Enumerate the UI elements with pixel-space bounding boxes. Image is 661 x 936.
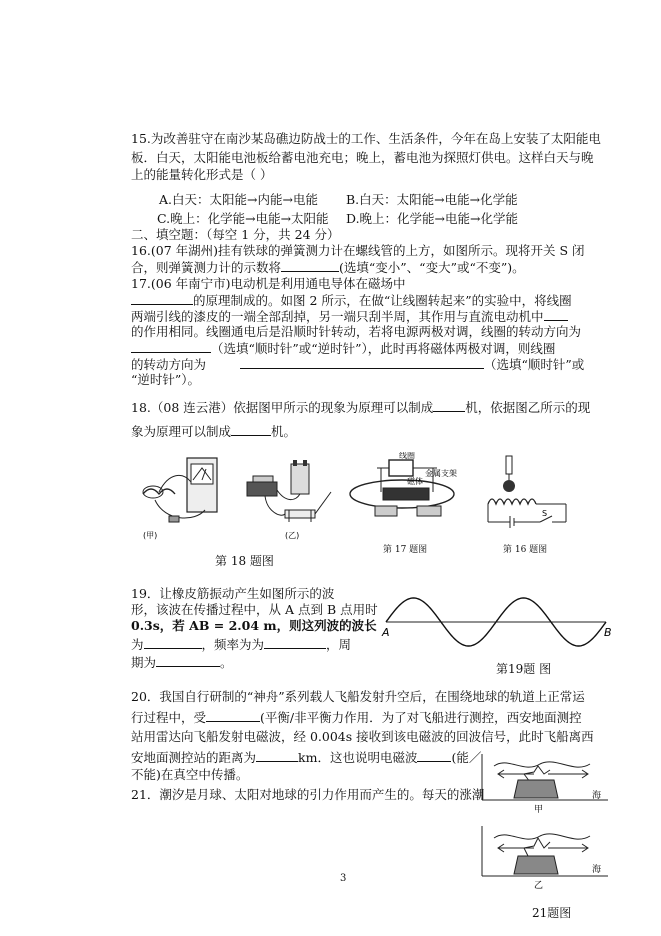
fig17-label-magnet: 磁体 xyxy=(407,477,423,486)
q20-line5: 不能)在真空中传播。 xyxy=(131,767,249,782)
q16-text-a: 合，则弹簧测力计的示数将 xyxy=(131,260,282,275)
q20-text-4c: (能／ xyxy=(451,750,482,765)
q17-text-2: 的原理制成的。如图 2 所示，在做“让线圈转起来”的实验中，将线圈 xyxy=(193,293,572,308)
q19-blank-wavelength[interactable] xyxy=(144,636,202,649)
fig18-apparatus xyxy=(135,452,340,544)
q17-blank-2[interactable] xyxy=(544,308,568,321)
q18-text-2b: 机。 xyxy=(271,424,297,439)
q18-text-2a: 象为原理可以制成 xyxy=(131,424,232,439)
q15-line3: 上的能量转化形式是（ ） xyxy=(131,167,273,182)
q18-line1 xyxy=(131,399,590,416)
fig21-sea-label-2: 海 xyxy=(592,865,602,875)
fig18-caption: 第 18 题图 xyxy=(215,554,274,568)
q15-option-b: B.白天：太阳能→电能→化学能 xyxy=(346,192,518,207)
section-heading: 二、填空题：（每空 1 分，共 24 分） xyxy=(131,227,340,242)
q17-line2 xyxy=(131,292,572,309)
q20-text-2a: 行过程中，受 xyxy=(131,710,207,725)
q19-line4 xyxy=(131,636,351,653)
fig21-sea-label-1: 海 xyxy=(592,791,602,801)
fig19-wave xyxy=(378,592,623,652)
q19-text-4b: ，频率为为 xyxy=(201,637,265,652)
wave-point-b: B xyxy=(604,626,612,639)
fig17-motor xyxy=(347,452,463,524)
fig18-label-jia: (甲) xyxy=(143,531,158,540)
q19-text-5b: 。 xyxy=(220,655,233,670)
q19-line3: 0.3s，若 AB = 2.04 m，则这列波的波长 xyxy=(131,618,377,633)
q20-blank-vacuum[interactable] xyxy=(417,749,451,762)
q17-text-3: 两端引线的漆皮的一端全部刮掉，另一端只刮半周，其作用与直流电动机中 xyxy=(131,309,544,324)
q16-line1: 16.(07 年湖州)挂有铁球的弹簧测力计在螺线管的上方，如图所示。现将开关 S 闭 xyxy=(131,243,585,258)
q19-text-4a: 为 xyxy=(131,637,144,652)
q20-line1: 20．我国自行研制的“神舟”系列载人飞船发射升空后，在围绕地球的轨道上正常运 xyxy=(131,689,585,704)
q20-line2 xyxy=(131,709,582,726)
fig21-caption: 21题图 xyxy=(532,906,572,920)
q20-text-2b: (平衡/非平衡力作用．为了对飞船进行测控，西安地面测控 xyxy=(260,710,582,725)
fig21-tide-jia xyxy=(478,752,618,814)
q17-blank-1[interactable] xyxy=(131,292,193,305)
q17-text-5: （选填“顺时针”或“逆时针”），此时再将磁体两极对调，则线圈 xyxy=(211,341,556,356)
q20-blank-force[interactable] xyxy=(206,709,260,722)
fig16-solenoid xyxy=(480,452,575,530)
q17-line1: 17.(06 年南宁市)电动机是利用通电导体在磁场中 xyxy=(131,276,406,291)
q19-line5 xyxy=(131,654,233,671)
q19-blank-period[interactable] xyxy=(156,654,220,667)
q20-blank-distance[interactable] xyxy=(256,749,298,762)
fig21-tide-yi xyxy=(478,822,618,892)
q20-text-4b: km．这也说明电磁波 xyxy=(298,750,418,765)
q19-text-5a: 期为 xyxy=(131,655,157,670)
q17-line7: “逆时针”）。 xyxy=(131,372,201,387)
q16-text-b: (选填“变小”、“变大”或“不变”)。 xyxy=(339,260,525,275)
wave-point-a: A xyxy=(382,626,390,639)
q15-option-d: D.晚上：化学能→电能→化学能 xyxy=(346,211,518,226)
fig16-label-switch: S xyxy=(542,509,548,518)
q21-line1: 21．潮汐是月球、太阳对地球的引力作用而产生的。每天的涨潮 xyxy=(131,787,485,802)
q18-blank-1[interactable] xyxy=(433,399,465,412)
page-number: 3 xyxy=(340,873,347,884)
fig21-label-jia: 甲 xyxy=(534,805,544,814)
q17-text-6a: 的转动方向为 xyxy=(131,357,207,372)
fig21-label-yi: 乙 xyxy=(534,881,544,891)
fig17-caption: 第 17 题图 xyxy=(383,545,428,555)
fig19-caption: 第19题 图 xyxy=(496,662,552,676)
q15-option-c: C.晚上：化学能→电能→太阳能 xyxy=(157,211,329,226)
q17-line4: 的作用相同。线圈通电后是沿顺时针转动，若将电源两极对调，线圈的转动方向为 xyxy=(131,324,582,339)
q17-text-6b: （选填“顺时针”或 xyxy=(484,357,585,372)
q19-line2: 形，该波在传播过程中，从 A 点到 B 点用时 xyxy=(131,602,378,617)
q17-line6 xyxy=(131,356,584,373)
fig18-label-yi: (乙) xyxy=(285,531,300,540)
q16-line2 xyxy=(131,259,525,276)
q15-line2: 板．白天，太阳能电池板给蓄电池充电；晚上，蓄电池为探照灯供电。这样白天与晚 xyxy=(131,150,594,165)
q18-blank-2[interactable] xyxy=(231,423,271,436)
q18-text-1a: 18.（08 连云港）依据图甲所示的现象为原理可以制成 xyxy=(131,400,434,415)
q19-blank-frequency[interactable] xyxy=(264,636,326,649)
q15-line1: 15.为改善驻守在南沙某岛礁边防战士的工作、生活条件，今年在岛上安装了太阳能电 xyxy=(131,131,601,146)
q17-blank-3[interactable] xyxy=(131,340,211,353)
q17-line5 xyxy=(131,340,555,357)
q17-blank-4[interactable] xyxy=(240,356,484,369)
q20-text-4a: 安地面测控站的距离为 xyxy=(131,750,257,765)
fig17-label-coil: 线圈 xyxy=(399,452,415,460)
fig17-label-bracket: 金属支架 xyxy=(425,469,457,478)
q18-line2 xyxy=(131,423,296,440)
q18-text-1b: 机，依据图乙所示的现 xyxy=(465,400,591,415)
q20-line4 xyxy=(131,749,481,766)
fig16-caption: 第 16 题图 xyxy=(503,545,548,555)
q20-line3: 站用雷达向飞船发射电磁波，经 0.004s 接收到该电磁波的回波信号，此时飞船离西 xyxy=(131,729,594,744)
q19-text-4c: ，周 xyxy=(326,637,352,652)
q16-answer-blank[interactable] xyxy=(281,259,339,272)
q19-line1: 19．让橡皮筋振动产生如图所示的波 xyxy=(131,586,335,601)
q15-option-a: A.白天：太阳能→内能→电能 xyxy=(159,192,318,207)
q17-line3 xyxy=(131,308,568,325)
